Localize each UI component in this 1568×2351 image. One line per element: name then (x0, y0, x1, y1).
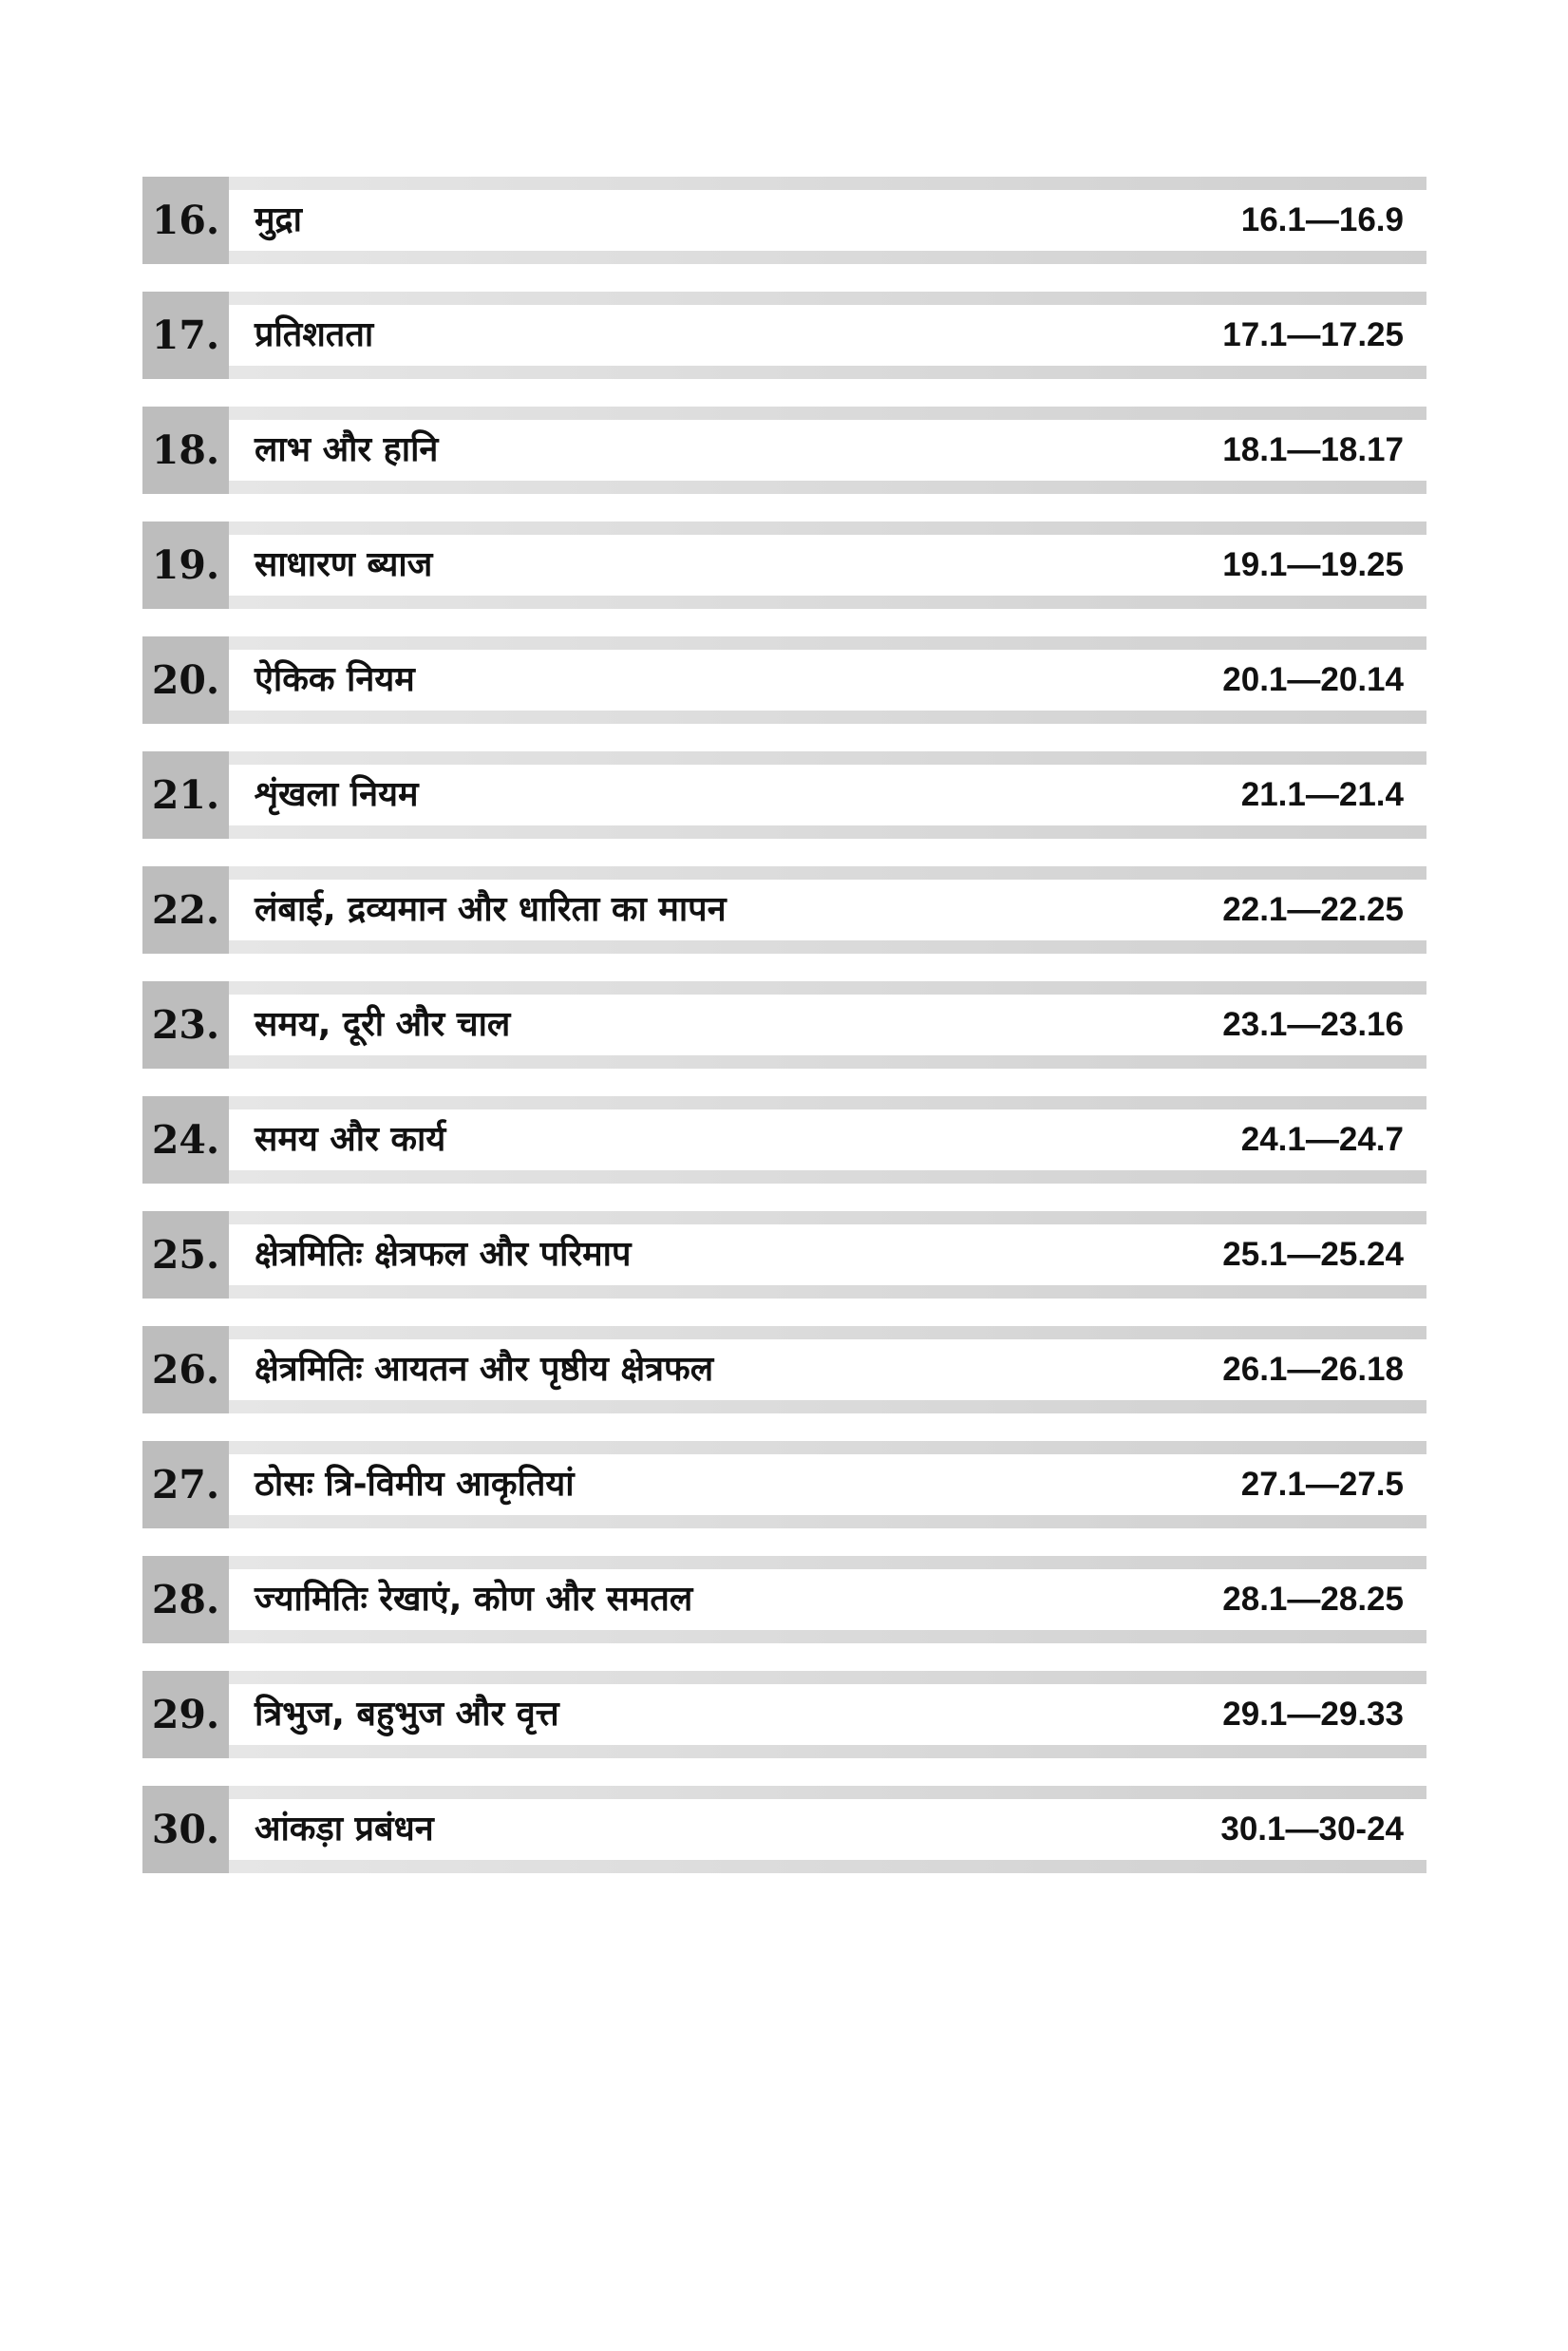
entry-top-bar (229, 981, 1426, 995)
page-range: 21.1—21.4 (1240, 776, 1404, 813)
chapter-title: समय, दूरी और चाल (255, 1005, 511, 1044)
entry-bottom-bar (229, 1745, 1426, 1758)
entry-top-bar (229, 1211, 1426, 1224)
entry-bottom-bar (229, 940, 1426, 954)
page-range: 19.1—19.25 (1222, 546, 1404, 583)
entry-top-bar (229, 407, 1426, 420)
toc-entry (142, 1556, 1426, 1643)
chapter-number: 23. (142, 981, 229, 1069)
page-range: 16.1—16.9 (1240, 201, 1404, 238)
chapter-number: 25. (142, 1211, 229, 1299)
chapter-title: क्षेत्रमितिः क्षेत्रफल और परिमाप (255, 1235, 632, 1274)
toc-entry (142, 521, 1426, 609)
chapter-number: 19. (142, 521, 229, 609)
toc-entry (142, 866, 1426, 954)
entry-top-bar (229, 292, 1426, 305)
entry-top-bar (229, 1671, 1426, 1684)
table-of-contents (142, 177, 1426, 1901)
chapter-title: त्रिभुज, बहुभुज और वृत्त (255, 1695, 559, 1734)
chapter-title: लंबाई, द्रव्यमान और धारिता का मापन (255, 890, 727, 929)
chapter-number: 18. (142, 407, 229, 494)
entry-top-bar (229, 1326, 1426, 1339)
entry-top-bar (229, 636, 1426, 650)
chapter-title: मुद्रा (255, 200, 302, 239)
page-range: 18.1—18.17 (1222, 431, 1404, 468)
entry-bottom-bar (229, 1400, 1426, 1413)
chapter-number: 16. (142, 177, 229, 264)
chapter-number: 29. (142, 1671, 229, 1758)
entry-bottom-bar (229, 481, 1426, 494)
entry-top-bar (229, 177, 1426, 190)
page-range: 23.1—23.16 (1222, 1006, 1404, 1043)
toc-entry (142, 1326, 1426, 1413)
chapter-number: 17. (142, 292, 229, 379)
entry-top-bar (229, 1786, 1426, 1799)
chapter-title: क्षेत्रमितिः आयतन और पृष्ठीय क्षेत्रफल (255, 1350, 714, 1389)
entry-top-bar (229, 866, 1426, 880)
entry-bottom-bar (229, 1170, 1426, 1184)
chapter-title: ज्यामितिः रेखाएं, कोण और समतल (255, 1580, 693, 1619)
entry-top-bar (229, 1441, 1426, 1454)
chapter-title: लाभ और हानि (255, 430, 439, 469)
chapter-title: शृंखला नियम (255, 775, 419, 814)
chapter-number: 27. (142, 1441, 229, 1528)
chapter-title: ठोसः त्रि-विमीय आकृतियां (255, 1465, 575, 1504)
toc-entry (142, 751, 1426, 839)
toc-entry (142, 636, 1426, 724)
chapter-number: 30. (142, 1786, 229, 1873)
chapter-title: ऐकिक नियम (255, 660, 415, 699)
toc-entry (142, 1441, 1426, 1528)
chapter-number: 24. (142, 1096, 229, 1184)
page-range: 17.1—17.25 (1222, 316, 1404, 353)
entry-bottom-bar (229, 825, 1426, 839)
chapter-title: प्रतिशतता (255, 315, 374, 354)
chapter-title: आंकड़ा प्रबंधन (255, 1810, 434, 1849)
toc-entry (142, 1786, 1426, 1873)
chapter-title: साधारण ब्याज (255, 545, 433, 584)
chapter-number: 20. (142, 636, 229, 724)
page-range: 26.1—26.18 (1222, 1351, 1404, 1388)
entry-bottom-bar (229, 596, 1426, 609)
entry-bottom-bar (229, 251, 1426, 264)
toc-entry (142, 1211, 1426, 1299)
toc-entry (142, 1671, 1426, 1758)
page-range: 20.1—20.14 (1222, 661, 1404, 698)
page-range: 29.1—29.33 (1222, 1696, 1404, 1733)
toc-entry (142, 407, 1426, 494)
entry-bottom-bar (229, 1860, 1426, 1873)
toc-entry (142, 981, 1426, 1069)
entry-bottom-bar (229, 711, 1426, 724)
page-range: 27.1—27.5 (1240, 1466, 1404, 1503)
chapter-number: 28. (142, 1556, 229, 1643)
entry-top-bar (229, 1556, 1426, 1569)
entry-top-bar (229, 521, 1426, 535)
toc-entry (142, 177, 1426, 264)
toc-entry (142, 292, 1426, 379)
entry-top-bar (229, 751, 1426, 765)
entry-bottom-bar (229, 1630, 1426, 1643)
page-range: 28.1—28.25 (1222, 1581, 1404, 1618)
entry-bottom-bar (229, 1285, 1426, 1299)
entry-bottom-bar (229, 1055, 1426, 1069)
entry-top-bar (229, 1096, 1426, 1109)
page-range: 25.1—25.24 (1222, 1236, 1404, 1273)
chapter-number: 21. (142, 751, 229, 839)
page-range: 30.1—30-24 (1220, 1811, 1404, 1848)
chapter-number: 22. (142, 866, 229, 954)
page-range: 24.1—24.7 (1240, 1121, 1404, 1158)
entry-bottom-bar (229, 1515, 1426, 1528)
chapter-number: 26. (142, 1326, 229, 1413)
entry-bottom-bar (229, 366, 1426, 379)
toc-entry (142, 1096, 1426, 1184)
chapter-title: समय और कार्य (255, 1120, 446, 1159)
page-range: 22.1—22.25 (1222, 891, 1404, 928)
